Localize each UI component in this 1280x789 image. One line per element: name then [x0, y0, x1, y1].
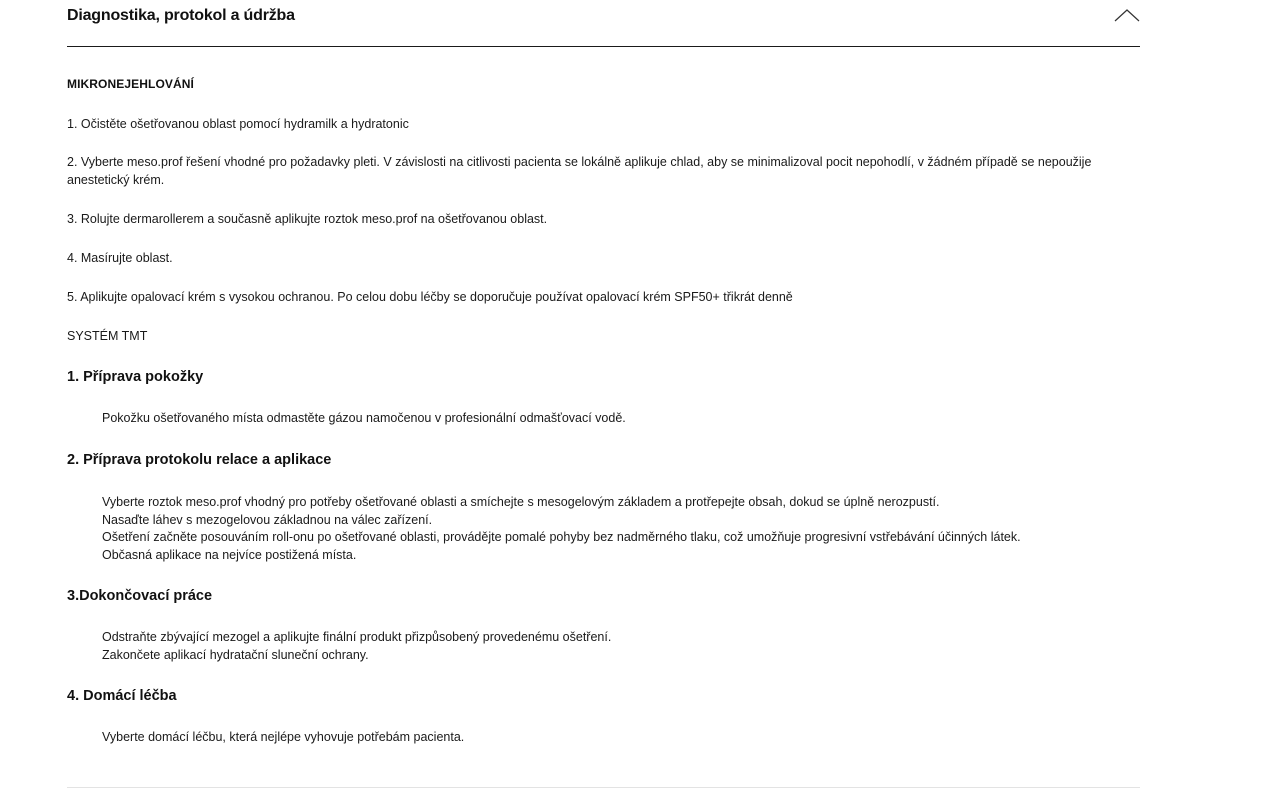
- tmt-step-2-line: Vyberte roztok meso.prof vhodný pro potřeby ošetřované oblasti a smíchejte s mesogelovým základem a protřepejte obsah, dokud se úplně nerozpustí.: [102, 495, 940, 509]
- section-label-microneedling: MIKRONEJEHLOVÁNÍ: [67, 77, 194, 91]
- microneedling-step-1: 1. Očistěte ošetřovanou oblast pomocí hydramilk a hydratonic: [67, 117, 409, 131]
- section-label-tmt: SYSTÉM TMT: [67, 329, 148, 343]
- tmt-step-heading-2: 2. Příprava protokolu relace a aplikace: [67, 452, 332, 468]
- tmt-step-2-line: Ošetření začněte posouváním roll-onu po ošetřované oblasti, provádějte pomalé pohyby bez nadměrného tlaku, což umožňuje progresivní vstřebávání účinných látek.: [102, 530, 1021, 544]
- tmt-step-3-line: Zakončete aplikací hydratační sluneční ochrany.: [102, 647, 369, 662]
- bottom-divider: [67, 787, 1140, 788]
- chevron-up-icon[interactable]: [1114, 8, 1140, 22]
- tmt-step-3-line: Odstraňte zbývající mezogel a aplikujte finální produkt přizpůsobený provedenému ošetření.: [102, 630, 612, 644]
- accordion-header[interactable]: [67, 0, 1140, 47]
- tmt-step-heading-3: 3.Dokončovací práce: [67, 588, 213, 604]
- tmt-step-2-line: Občasná aplikace na nejvíce postižená místa.: [102, 547, 357, 562]
- microneedling-step-4: 4. Masírujte oblast.: [67, 251, 173, 265]
- tmt-step-heading-4: 4. Domácí léčba: [67, 688, 177, 704]
- accordion-diagnostics: [67, 0, 1140, 744]
- microneedling-step-3: 3. Rolujte dermarollerem a současně aplikujte roztok meso.prof na ošetřovanou oblast.: [67, 212, 548, 226]
- tmt-step-body-3: [102, 629, 1132, 664]
- tmt-step-4-line: Vyberte domácí léčbu, která nejlépe vyhovuje potřebám pacienta.: [102, 730, 465, 744]
- accordion-title: Diagnostika, protokol a údržba: [67, 7, 295, 24]
- tmt-step-body-4: [102, 729, 1132, 747]
- tmt-step-heading-1: 1. Příprava pokožky: [67, 369, 204, 385]
- microneedling-step-5: 5. Aplikujte opalovací krém s vysokou ochranou. Po celou dobu léčby se doporučuje používat opalovací krém SPF50+ třikrát denně: [67, 290, 793, 304]
- tmt-step-body-1: [102, 410, 1132, 428]
- tmt-step-1-line: Pokožku ošetřovaného místa odmastěte gázou namočenou v profesionální odmašťovací vodě.: [102, 411, 626, 425]
- microneedling-step-2: 2. Vyberte meso.prof řešení vhodné pro požadavky pleti. V závislosti na citlivosti pacienta se lokálně aplikuje chlad, aby se minimalizoval pocit nepohodlí, v žádném případě se nepoužije anestetický krém.: [67, 155, 1092, 187]
- tmt-step-body-2: [102, 494, 1132, 564]
- tmt-step-2-line: Nasaďte láhev s mezogelovou základnou na válec zařízení.: [102, 512, 433, 527]
